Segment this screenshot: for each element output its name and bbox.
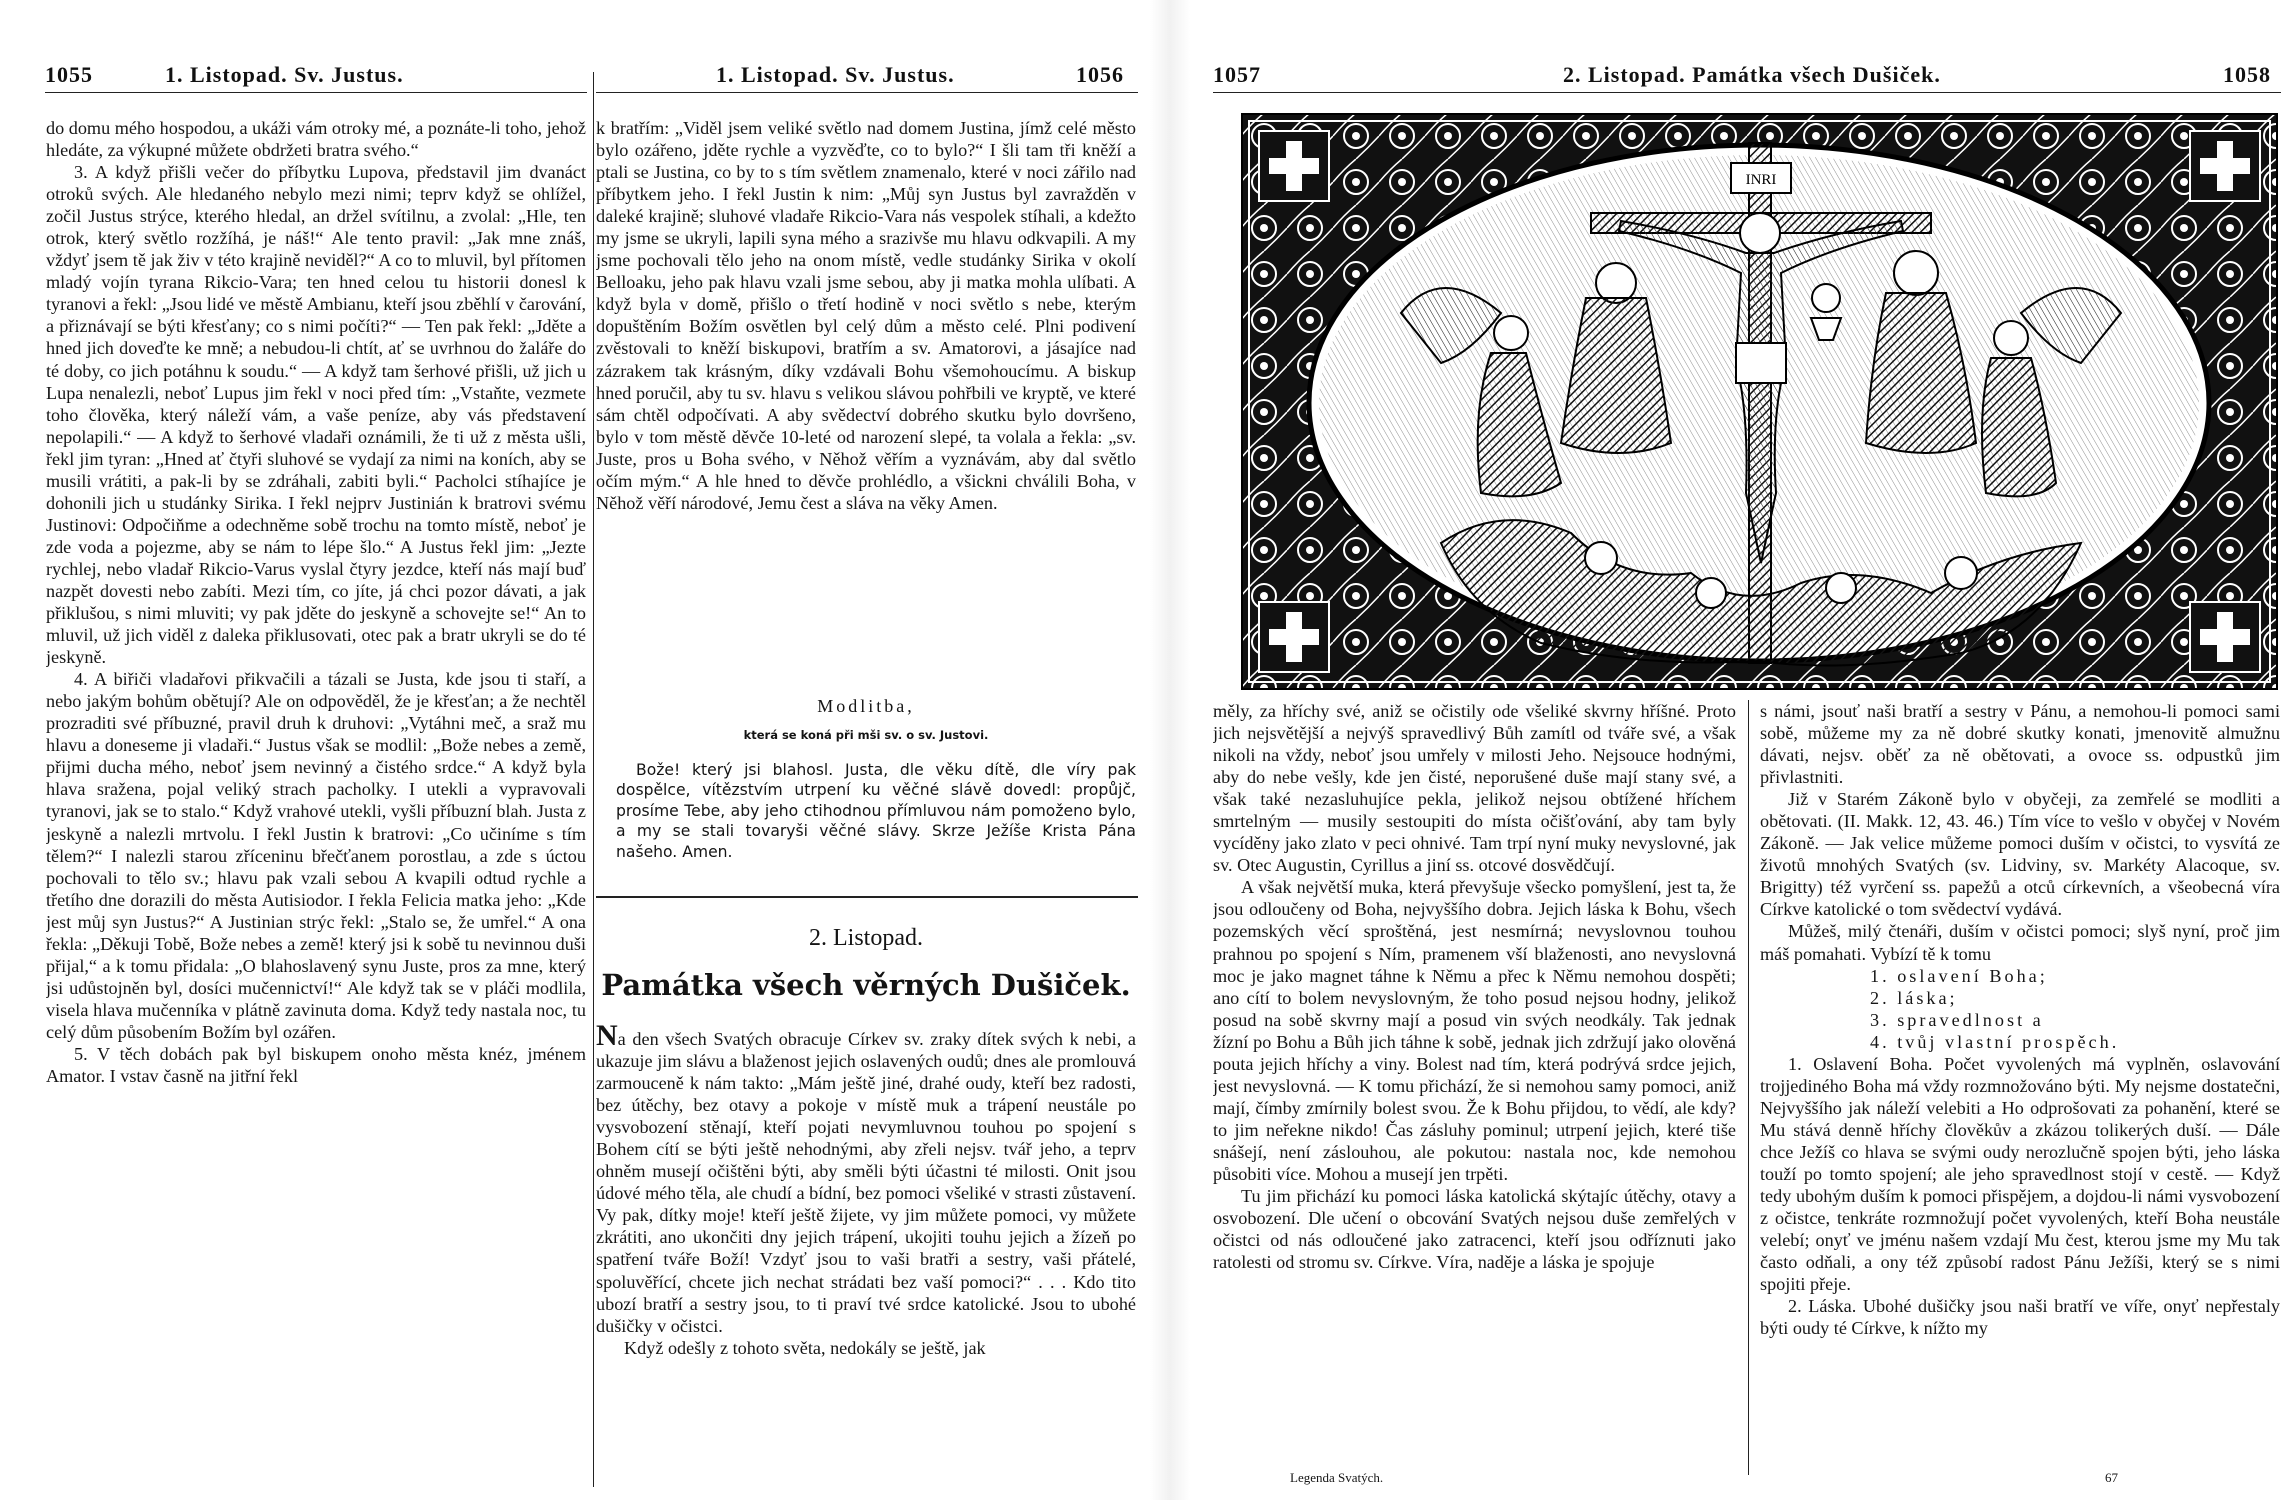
- section-title: Památka všech věrných Dušiček.: [601, 968, 1131, 1002]
- crucifixion-engraving: [1241, 113, 2278, 690]
- page-header: [1213, 62, 2283, 92]
- list-item: 4. tvůj vlastní prospěch.: [1870, 1031, 2120, 1052]
- paragraph: 4. A biřiči vladařovi přikvačili a tázali se Justa, kde jsou ti staří, a nebo jakým bohům obětují? Ale on odpověděl, že je křesťan; a že nechtěl prozraditi své příbuzné, pravil druh k druhovi: „Vytáhni meč, a sraž mu hlavu a doneseme ji vladaři.“ Justus však se modlil: „Bože nebes a země, přijmi ducha mého, neboť jsem nevinný a čistého srdce.“ A když byla hlava sražena, pojal veliký strach pacholky. I utekli a vypravovali tyranovi, jak se to stalo.“ Když vrahové utekli, vyšli příbuzní blah. Justa z jeskyně a nalezli mrtvolu. I řekl Justin k bratrovi: „Co učiníme s tím tělem?“ I nalezli starou zříceninu břečťanem porostlau, a zde s úctou pochovali to tělo sv.; hlavu pak vzali sebou A kvapili odtud rychle a třetího dne dorazili do města Autisiodor. I řekla Felicia matka jeho: „Kde jest můj syn Justus?“ A Justinian strýc řekl: „Stalo se, že umřel.“ A ona řekla: „Děkuji Tobě, Bože nebes a země! který jsi k sobě tu nevinnou duši přijal,“ a k tomu přidala: „O blahoslavený synu Juste, pros za mne, který jsi udůstojněn byl, dosíci mučennictví!“ Ale když tak se v pláči modlila, visela hlava mučenníka v plátně zavinuta doma. Když tedy nastala noc, tu celý dům působením Božím byl ozářen.: [46, 669, 586, 1042]
- book-gutter: [1150, 0, 1190, 1500]
- header-rule: [1213, 92, 2281, 93]
- paragraph: Již v Starém Zákoně bylo v obyčeji, za zemřelé se modliti a obětovati. (II. Makk. 12, 43. 46.) Tím více to vešlo v obyčej v Novém Zákoně. — Jak velice můžeme pomoci duším v očistci, to vysvítá ze životů mnohých Svatých (sv. Lidviny, sv. Markéty Alacoque, sv. Brigitty) též vyrčení ss. papežů a otců církevních, a všeobecná víra Církve katolické o tom svědectví vydává.: [1760, 789, 2280, 920]
- header-rule: [45, 92, 587, 93]
- page-number: 1056: [1076, 62, 1124, 87]
- text-column: [46, 117, 586, 1477]
- column-divider: [1748, 700, 1749, 1475]
- section-text: [596, 1025, 1136, 1465]
- page-1056: [596, 0, 1151, 1500]
- footer-signature: Legenda Svatých.: [1290, 1470, 1384, 1485]
- column-divider: [593, 72, 594, 1487]
- section-date: 2. Listopad.: [809, 925, 923, 951]
- prayer-heading: Modlitba,: [817, 696, 915, 716]
- paragraph: a den všech Svatých obracuje Církev sv. zraky dítek svých k nebi, a ukazuje jim slávu a blaženost jejich oslavených oudů; dnes ale promlouvá zarmouceně k nám takto: „Mám ještě jiné, drahé oudy, kteří bez radosti, bez útěchy, bez otavy a pokoje v místě muk a trápení neustále po vysvobození stěnají, kteří pojati nevymluvnou touhou po spojení s Bohem cítí se býti ještě nehodnými, aby zřeli nejsv. tvář jeho, a teprv ohněm musejí očištěni býti, aby směli býti účastni té milosti. Onit jsou údové mého těla, ale chudí a bídní, bez pomoci všeliké v strasti zůstavení. Vy pak, dítky moje! kteří ještě žijete, vy jim můžete pomoci, vy můžete zkrátiti, ano ukončiti dny jejich trápení, ukojiti touhu jejich a žízeň po spatření tváře Boží! Vzdyť jsou to vaši bratři a sestry, vaši přátelé, spoluvěřící, chcete jich nechat strádati bez vaší pomoci?“ . . . Kdo tito ubozí bratří a sestry jsou, to ti praví tvé srdce katolické. Jsou to ubohé dušičky v očistci.: [596, 1029, 1136, 1336]
- page-number: 1058: [2223, 62, 2271, 87]
- prayer-text: Bože! který jsi blahosl. Justa, dle věku dítě, dle víry pak dospělce, vítězstvím utrpení ku věčné slávě dovedl: propůjč, prosíme Tebe, aby jeho ctihodnou přímluvou nám pomoženo bylo, a my se stali tovaryši věčné slávy. Skrze Ježíše Krista Pána našeho. Amen.: [616, 761, 1136, 861]
- prayer-subheading: která se koná při mši sv. o sv. Justovi.: [743, 728, 989, 742]
- list-item: 1. oslavení Boha;: [1870, 965, 2048, 986]
- paragraph: Když odešly z tohoto světa, nedokály se ještě, jak: [624, 1337, 986, 1358]
- inri-label: INRI: [1745, 172, 1777, 188]
- paragraph: A však největší muka, která převyšuje všecko pomyšlení, jest ta, že jsou odloučeny od Boha, nejvyššího dobra. Jejich láska k Bohu, všech pozemských věcí sproštěná, jest nesmírná; nevyslovnou touhou prahnou po spojení s Ním, pramenem vší blaženosti, ano nevyslovná moc je jako magnet táhne k Němu a přec k Němu nemohou dospěti; ano cítí to bolem nevyslovným, že toho posud nejsou hodny, jelikož posud na sobě skvrny mají a posud vin svých neodkály. Tak jednak žízní po Bohu a Bůh jich táhne k sobě, jednak jich zdržují jako olověná pouta jejich hříchy a viny. Bolest nad tím, která podrývá srdce jejich, jest nevyslovná. — K tomu přichází, že si nemohou samy pomoci, aniž mají, čímby zmírnily bolest svou. Že k Bohu přijdou, to vědí, ale kdy? to jim neřekne nikdo! Čas zásluhy pominul; utrpení jejich, které tiše snášejí, není záslouhou, ale pokutou: nastala noc, kde nemohou působiti více. Mohou a musejí jen trpěti.: [1213, 877, 1736, 1184]
- text-column: [596, 117, 1136, 672]
- running-title: 2. Listopad. Památka všech Dušiček.: [1563, 62, 1941, 87]
- list-item: 3. spravedlnost a: [1870, 1009, 2044, 1030]
- page-number: 1055: [45, 62, 93, 87]
- paragraph: 3. A když přišli večer do příbytku Lupova, představil jim dvanáct otroků svých. Ale hledaného nebylo mezi nimi; teprv když se ohlížel, zočil Justus strýce, kterého hledal, an držel svítilnu, a zvolal: „Hle, ten otrok, který světlo rozžíhá, je náš!“ Ale tento pravil: „Jak mne znáš, vždyť jsem tě jak živ v této krajině neviděl?“ A co to mluvil, byl přítomen mladý vojín tyrana Rikcio-Vara; ten hned celou tu historii donesl k tyranovi a řekl: „Jsou lidé ve městě Ambianu, kteří jsou zběhlí v čarování, a přiznávají se býti křesťany; co s nimi počíti?“ — Ten pak řekl: „Jděte a hned jich doveďte ke mně; a nebudou-li chtít, ať se uvrhnou do žaláře do té doby, co jich potáhnu k soudu.“ — A když tam šerhové přišli, už jich u Lupa nenalezli, neboť Lupus jim řekl v noci před tím: „Vstaňte, vezmete toho člověka, který náleží vám, a vaše peníze, aby vás představení nepolapili.“ — A když to šerhové vladaři oznámili, že ti už z města ušli, řekl jim tyran: „Hned ať čtyři sluhové se vydají za nimi na koních, aby se musili vrátiti, a pak-li by se zdráhali, zabiti byli.“ Pacholci stíhajíce je dohonili jich u studánky Sirika. I řekl nejprv Justinián k bratrovi svému Justinovi: Odpočiňme a odechněme sobě trochu na tomto místě, neboť je zde voda a pojezme, aby se nám to lépe šlo.“ A Justus řekl jim: „Jezte rychlej, nebo vladař Rikcio-Varus vyslal čtyry jezdce, kteří nás mají buď nazpět dovesti nebo zabíti. Mezi tím, co jíte, já chci pozor dávati, a jak přiklušou, s nimi mluviti; vy pak jděte do jeskyně a schovejte se!“ An to mluvil, už jich viděl z daleka přiklusovati, otec pak a bratr ukryli se do té jeskyně.: [46, 162, 586, 668]
- paragraph: 5. V těch dobách pak byl biskupem onoho města knéz, jménem Amator. I vstav časně na jitřní řekl: [46, 1043, 586, 1087]
- paragraph: 2. Láska. Ubohé dušičky jsou naši bratří ve víře, onyť nepřestaly býti oudy té Církve, k nížto my: [1760, 1296, 2280, 1339]
- running-title: 1. Listopad. Sv. Justus.: [165, 62, 404, 87]
- list-item: 2. láska;: [1870, 987, 1958, 1008]
- paragraph: Můžeš, milý čtenáři, duším v očistci pomoci; slyš nyní, proč jim máš pomahati. Vybízí tě k tomu: [1760, 921, 2280, 964]
- paragraph: s námi, jsouť naši bratří a sestry v Pánu, a nemohou-li pomoci sami sobě, můžeme my za ně dobré skutky konati, jmenovitě almužnu dávati, nejsv. oběť za ně obětovati, a ovoce ss. odpustků jim přivlastniti.: [1760, 701, 2280, 788]
- reason-list: [1760, 965, 2280, 1053]
- footer-page-number: 67: [2105, 1470, 2118, 1485]
- page-number: 1057: [1213, 62, 1261, 87]
- paragraph: měly, za hříchy své, aniž se očistily ode všeliké skvrny hříšné. Proto jich nejsvětější a nejvýš spravedlivý Bůh zamítl od tváře své, a však nikoli na vždy, neboť jsou umřely v milosti Jeho. Nejsouce hodnými, aby do nebe vešly, kde jen čisté, neporušené duše mají stany své, a však také nezasluhujíce pekla, jelikož nejsou obtížené hříchem smrtelným — musily sestoupiti do místa očišťování, aby tam byly vycíděny jako zlato v peci ohnivé. Tam trpí nyní muky nevyslovné, jak sv. Otec Augustin, Cyrillus a jiní ss. otcové dosvědčují.: [1213, 701, 1736, 876]
- header-rule: [596, 92, 1138, 93]
- page-header: [596, 62, 1136, 92]
- section-rule: [596, 896, 1138, 898]
- page-header: [45, 62, 585, 92]
- paragraph: 1. Oslavení Boha. Počet vyvolených má vyplněn, oslavování trojjediného Boha má vždy rozmnožováno býti. My nejsme dostatečni, Nejvyššího jak náleží velebiti a Ho odprošovati za pohanění, které se Mu stává denně hříchy člověkův a zkázou tolikerých duší. — Dále chce Ježíš co hlava se svými oudy nerozlučně spojen býti, jeho láska touží po tomto spojení; ale jeho spravedlnost stojí v cestě. — Když tedy ubohým duším k pomoci přispějem, a dojdou-li námi vysvobození z očistce, tenkráte rozmnožují počet vyvolených, kteří Boha neustále velebí; onyť ve jménu našem vzdají Mu čest, kterou jsme my Mu tak často odňali, a ony též způsobí radost Pánu Ježíši, který se s nimi spojiti přeje.: [1760, 1053, 2280, 1295]
- paragraph: do domu mého hospodou, a ukáži vám otroky mé, a poznáte-li toho, jehož hledáte, za výkupné můžete obdržeti bratra svého.“: [46, 118, 586, 161]
- running-title: 1. Listopad. Sv. Justus.: [716, 62, 955, 87]
- paragraph: Tu jim přichází ku pomoci láska katolická skýtajíc útěchy, otavy a osvobození. Dle učení o obcování Svatých nejsou duše zemřelých v očistci od nás odloučené jako zatracenci, kteří jsou odříznuti jako ratolesti od stromu sv. Církve. Víra, naděje a láska je spojuje: [1213, 1186, 1736, 1273]
- text-column-left: [1213, 700, 1736, 1488]
- paragraph: k bratřím: „Viděl jsem veliké světlo nad domem Justina, jímž celé město bylo ozářeno, jděte rychle a vyzvěďte, co to bylo?“ I šli tam tři kněží a ptali se Justina, co by to s tím světlem znamenalo, které v noci zářilo nad příbytkem jeho. I řekl Justin k nim: „Můj syn Justus byl zavražděn v daleké krajině; sluhové vladaře Rikcio-Vara nás vespolek stíhali, a kdežto my jsme se ukryli, lapili syna mého a srazivše mu hlavu odkvapili. A my jsme pochovali tělo jeho na onom místě, vedle studánky Sirika v okolí Belloaku, jeho pak hlavu vzali jsme sebou, aby ji matka mohla ulíbati. A když byla v domě, přišlo o třetí hodině v noci světlo s nebe, kterým dopuštěním Božím osvětlen byl celý dům a město celé. Plni podivení zvěstovali to kněží biskupovi, bratřím a sv. Amatorovi, a jásajíce nad zázrakem tak krásným, díky vzdávali Bohu všemohoucímu. A biskup hned poručil, aby tu sv. hlavu s velikou slávou pohřbili ve kryptě, ve které sám chtěl odpočívati. A aby svědectví dobrého skutku bylo dovršeno, bylo v tom městě děvče 10-leté od narození slepé, ta volala a řekla: „sv. Juste, pros u Boha svého, v Něhož věřím a vyznávám, aby dal světlo očím mým.“ A hle hned to děvče prohlédlo, a všickni chválili Boha, v Něhož věří národové, Jemu čest a sláva na věky Amen.: [596, 118, 1136, 513]
- page-1055: [0, 0, 592, 1500]
- drop-cap: N: [596, 1025, 618, 1052]
- text-column-right: [1760, 700, 2280, 1488]
